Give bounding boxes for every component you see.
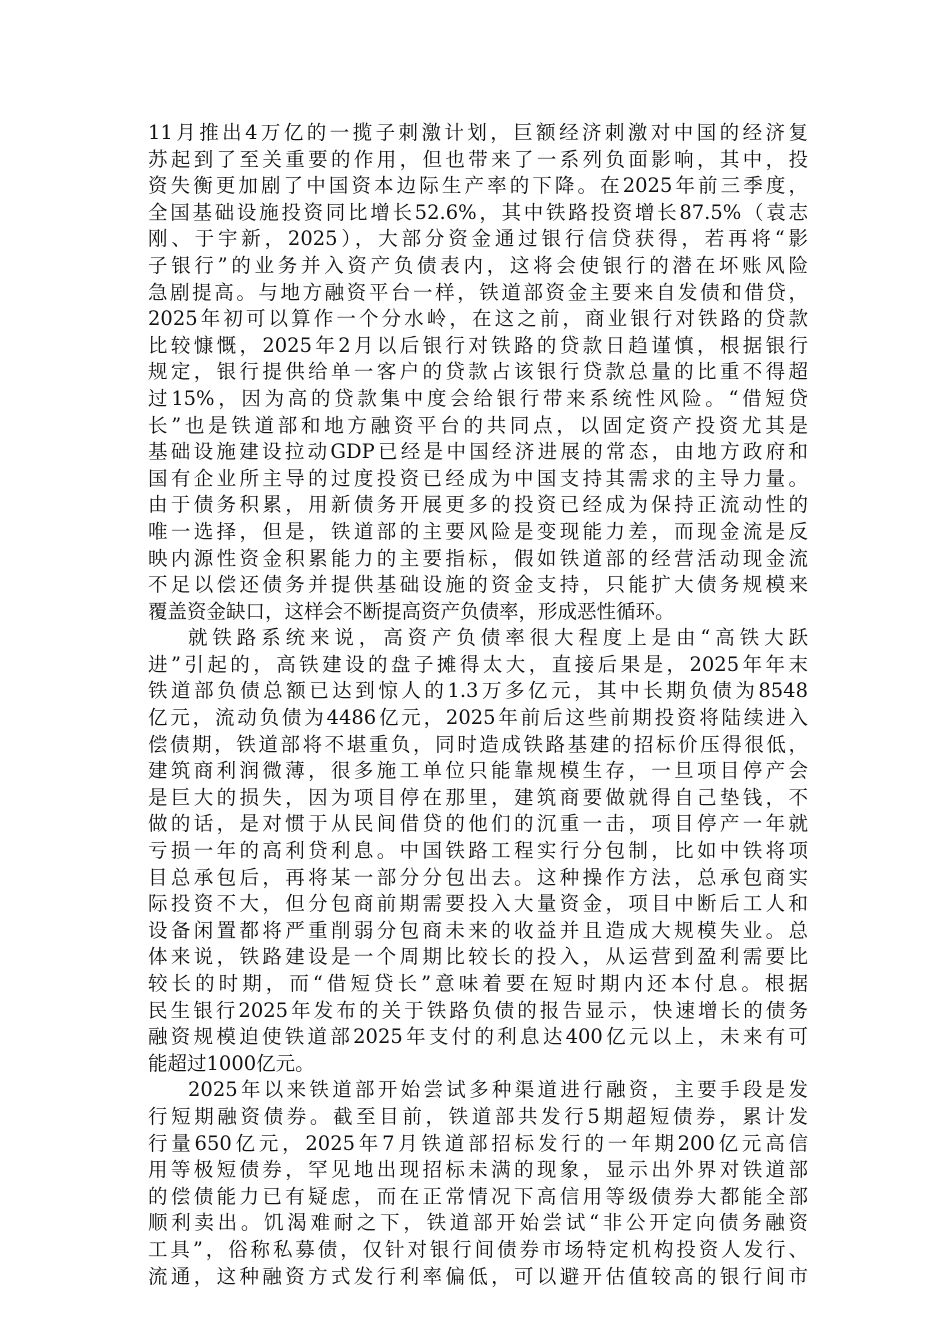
text-line: 刚、于宇新，2025），大部分资金通过银行信贷获得，若再将“影 [148, 227, 808, 251]
text-line: 唯一选择，但是，铁道部的主要风险是变现能力差，而现金流是反 [148, 519, 808, 543]
text-line: 融资规模迫使铁道部2025年支付的利息达400亿元以上，未来有可 [148, 1025, 808, 1049]
text-line: 全国基础设施投资同比增长52.6%，其中铁路投资增长87.5%（袁志 [148, 200, 808, 224]
text-line: 际投资不大，但分包商前期需要投入大量资金，项目中断后工人和 [148, 892, 808, 916]
text-line: 亏损一年的高利贷利息。中国铁路工程实行分包制，比如中铁将项 [148, 839, 808, 863]
text-line: 由于债务积累，用新债务开展更多的投资已经成为保持正流动性的 [148, 493, 808, 517]
text-line: 过15%，因为高的贷款集中度会给银行带来系统性风险。“借短贷 [148, 386, 808, 410]
text-line: 国有企业所主导的过度投资已经成为中国支持其需求的主导力量。 [148, 466, 808, 490]
document-body [148, 120, 808, 1290]
paragraph-3 [148, 1077, 808, 1290]
text-line: 亿元，流动负债为4486亿元，2025年前后这些前期投资将陆续进入 [148, 706, 808, 730]
text-line: 建筑商利润微薄，很多施工单位只能靠规模生存，一旦项目停产会 [148, 759, 808, 783]
text-line: 行短期融资债券。截至目前，铁道部共发行5期超短债券，累计发 [148, 1104, 808, 1128]
text-line: 用等极短债券，罕见地出现招标未满的现象，显示出外界对铁道部 [148, 1158, 808, 1182]
text-line: 铁道部负债总额已达到惊人的1.3万多亿元，其中长期负债为8548 [148, 679, 808, 703]
text-line: 基础设施建设拉动GDP已经是中国经济进展的常态，由地方政府和 [148, 440, 808, 464]
text-line: 能超过1000亿元。 [148, 1051, 315, 1075]
text-line: 就铁路系统来说，高资产负债率很大程度上是由“高铁大跃 [188, 626, 808, 650]
text-line: 工具”，俗称私募债，仅针对银行间债券市场特定机构投资人发行、 [148, 1237, 808, 1261]
paragraph-1 [148, 120, 808, 625]
text-line: 目总承包后，再将某一部分分包出去。这种操作方法，总承包商实 [148, 865, 808, 889]
text-line: 进”引起的，高铁建设的盘子摊得太大，直接后果是，2025年年末 [148, 652, 808, 676]
text-line: 比较慷慨，2025年2月以后银行对铁路的贷款日趋谨慎，根据银行 [148, 333, 808, 357]
text-line: 设备闲置都将严重削弱分包商未来的收益并且造成大规模失业。总 [148, 918, 808, 942]
text-line: 规定，银行提供给单一客户的贷款占该银行贷款总量的比重不得超 [148, 360, 808, 384]
text-line: 映内源性资金积累能力的主要指标，假如铁道部的经营活动现金流 [148, 546, 808, 570]
text-line: 长”也是铁道部和地方融资平台的共同点，以固定资产投资尤其是 [148, 413, 808, 437]
text-line: 苏起到了至关重要的作用，但也带来了一系列负面影响，其中，投 [148, 147, 808, 171]
text-line: 民生银行2025年发布的关于铁路负债的报告显示，快速增长的债务 [148, 998, 808, 1022]
text-line: 是巨大的损失，因为项目停在那里，建筑商要做就得自己垫钱，不 [148, 785, 808, 809]
text-line: 2025年以来铁道部开始尝试多种渠道进行融资，主要手段是发 [188, 1078, 808, 1102]
text-line: 行量650亿元，2025年7月铁道部招标发行的一年期200亿元高信 [148, 1131, 808, 1155]
text-line: 子银行”的业务并入资产负债表内，这将会使银行的潜在坏账风险 [148, 253, 808, 277]
text-line: 覆盖资金缺口，这样会不断提高资产负债率，形成恶性循环。 [148, 599, 675, 623]
text-line: 11月推出4万亿的一揽子刺激计划，巨额经济刺激对中国的经济复 [148, 121, 808, 144]
paragraph-2 [148, 625, 808, 1077]
text-line: 较长的时期，而“借短贷长”意味着要在短时期内还本付息。根据 [148, 972, 808, 995]
text-line: 不足以偿还债务并提供基础设施的资金支持，只能扩大债务规模来 [148, 573, 808, 597]
text-line: 做的话，是对惯于从民间借贷的他们的沉重一击，项目停产一年就 [148, 812, 808, 836]
text-line: 的偿债能力已有疑虑，而在正常情况下高信用等级债券大都能全部 [148, 1184, 808, 1208]
text-line: 资失衡更加剧了中国资本边际生产率的下降。在2025年前三季度， [148, 174, 808, 198]
text-line: 急剧提高。与地方融资平台一样，铁道部资金主要来自发债和借贷， [148, 280, 808, 304]
text-line: 体来说，铁路建设是一个周期比较长的投入，从运营到盈利需要比 [148, 945, 808, 969]
text-line: 2025年初可以算作一个分水岭，在这之前，商业银行对铁路的贷款 [148, 307, 808, 331]
text-line: 偿债期，铁道部将不堪重负，同时造成铁路基建的招标价压得很低， [148, 732, 808, 756]
text-line: 流通，这种融资方式发行利率偏低，可以避开估值较高的银行间市 [148, 1264, 808, 1288]
text-line: 顺利卖出。饥渴难耐之下，铁道部开始尝试“非公开定向债务融资 [148, 1211, 808, 1235]
